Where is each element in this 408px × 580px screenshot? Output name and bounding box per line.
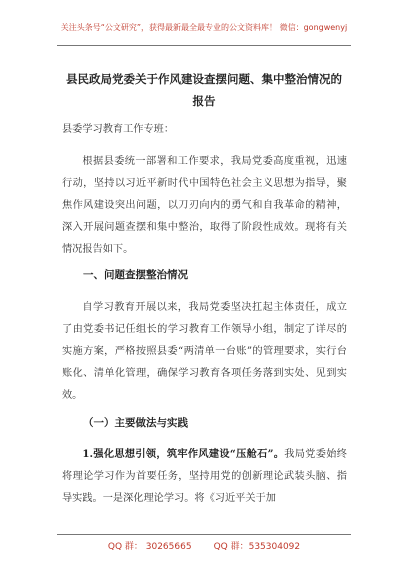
footer-contact [0,539,408,552]
point-1-text: 我局党委始终将理论学习作为首要任务，坚持用党的创新理论武装头脑、指导实践。一是深化理论学习。将《习近平关于加 [62,449,347,504]
section-1-heading: 一、问题查摆整治情况 [83,269,188,281]
subsection-1-heading: （一）主要做法与实践 [83,417,188,429]
document-title: 县民政局党委关于作风建设查摆问题、集中整治情况的报告 [66,72,342,108]
point-1-lead: 1.强化思想引领，筑牢作风建设“压舱石”。 [82,448,285,460]
point-1-paragraph [62,443,347,510]
footer-qq-group-2: QQ 群：535304092 [213,542,301,552]
footer-qq-group-1: QQ 群： 30265665 [107,542,192,552]
header-divider [57,45,351,46]
intro-paragraph: 根据县委统一部署和工作要求，我局党委高度重视，迅速行动，坚持以习近平新时代中国特色社会主义思想为指导，聚焦作风建设突出问题，以刀刃向内的勇气和自我革命的精神，深入开展问题查摆和集中整治，取得了阶段性成效。现将有关情况报告如下。 [62,156,347,255]
recipient-line: 县委学习教育工作专班： [62,124,175,135]
header-promo-note: 关注头条号“公文研究”，获得最新最全最专业的公文资料库！ 微信：gongwenyj [60,23,348,32]
footer-divider [57,534,351,535]
section-1-paragraph: 自学习教育开展以来，我局党委坚决扛起主体责任，成立了由党委书记任组长的学习教育工作领导小组，制定了详尽的实施方案，严格按照县委“两清单一台账”的管理要求，实行台账化、清单化管理，确保学习教育各项任务落到实处、见到实效。 [62,302,347,401]
